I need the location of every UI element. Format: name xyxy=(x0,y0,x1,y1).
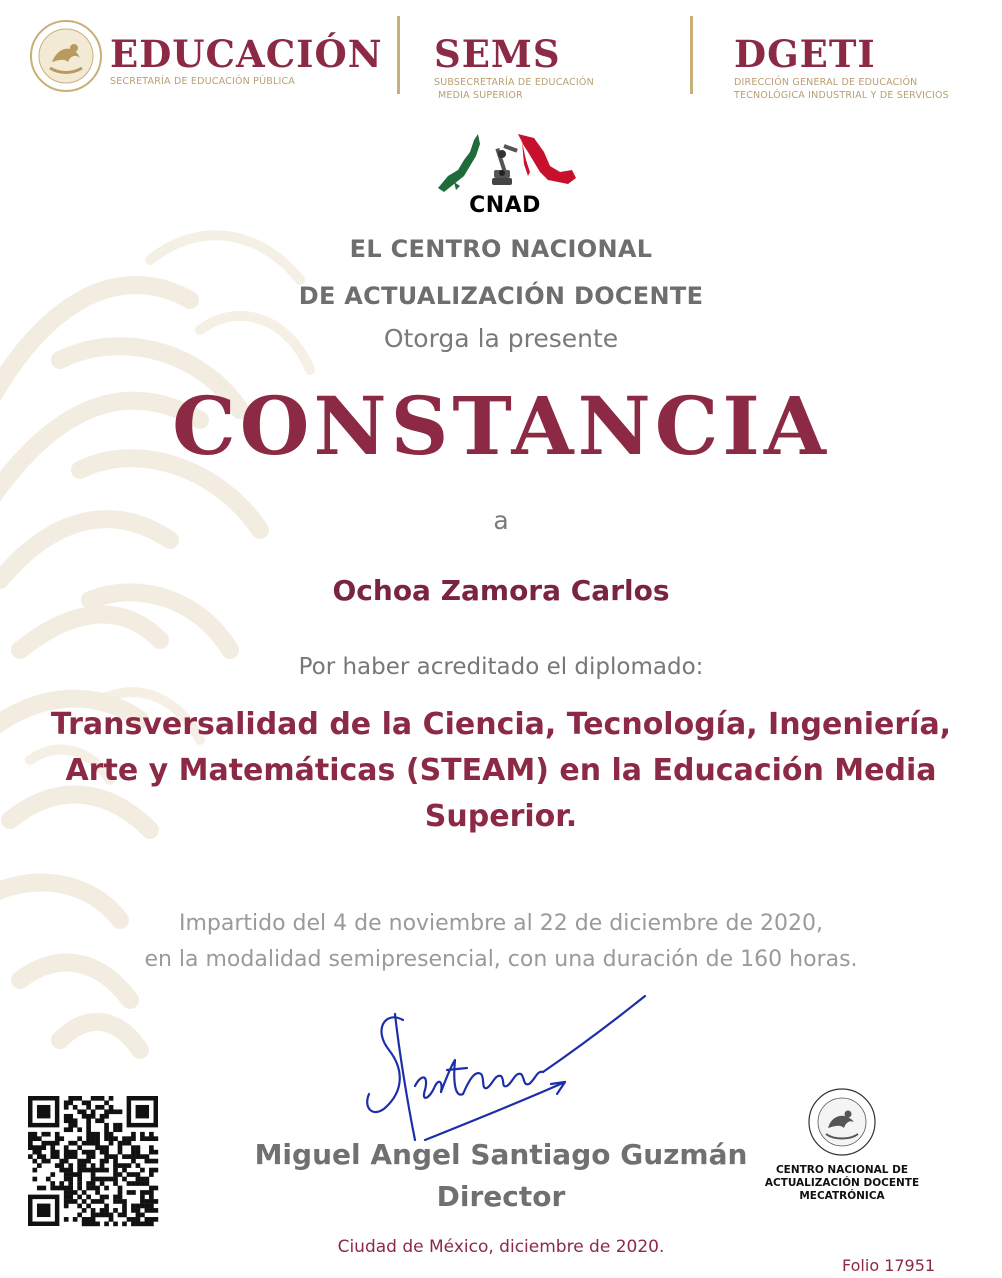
course-title xyxy=(40,702,962,840)
to-word: a xyxy=(493,506,509,535)
seal-caption-line-1: CENTRO NACIONAL DE xyxy=(775,1164,909,1176)
header-dgeti-subtitle-line2: TECNOLÓGICA INDUSTRIAL Y DE SERVICIOS xyxy=(734,90,949,101)
course-details-line-1: Impartido del 4 de noviembre al 22 de diciembre de 2020, xyxy=(178,911,824,936)
seal-caption-line-2: ACTUALIZACIÓN DOCENTE xyxy=(764,1177,920,1189)
grant-text: Otorga la presente xyxy=(383,324,619,353)
director-title: Director xyxy=(436,1180,566,1213)
course-title-line-2: Arte y Matemáticas (STEAM) en la Educación Media xyxy=(65,753,937,788)
header-divider xyxy=(397,16,400,94)
organization-line-2: DE ACTUALIZACIÓN DOCENTE xyxy=(298,282,704,310)
recipient-name: Ochoa Zamora Carlos xyxy=(332,574,670,607)
organization-name xyxy=(0,226,1002,320)
course-title-line-3: Superior. xyxy=(424,799,578,834)
reason-text: Por haber acreditado el diplomado: xyxy=(298,654,704,680)
header-educacion-title: EDUCACIÓN xyxy=(110,32,383,76)
header-sems-title: SEMS xyxy=(434,32,561,76)
cnad-logo-text: CNAD xyxy=(469,193,541,218)
qr-code-icon xyxy=(14,1082,172,1240)
qr-code[interactable] xyxy=(14,1082,172,1240)
director-name: Miguel Angel Santiago Guzmán xyxy=(254,1138,748,1171)
certificate-title: CONSTANCIA xyxy=(172,379,830,473)
course-details-line-2: en la modalidad semipresencial, con una duración de 160 horas. xyxy=(144,947,858,972)
director-signature xyxy=(355,990,655,1150)
seal-caption xyxy=(760,1164,924,1203)
header-sems-subtitle-line2: MEDIA SUPERIOR xyxy=(438,90,523,101)
official-seal-icon xyxy=(798,1084,886,1158)
header-divider xyxy=(690,16,693,94)
header-educacion-subtitle: SECRETARÍA DE EDUCACIÓN PÚBLICA xyxy=(110,76,295,87)
organization-line-1: EL CENTRO NACIONAL xyxy=(349,235,653,263)
national-emblem-icon xyxy=(28,18,104,94)
seal-caption-line-3: MECATRÓNICA xyxy=(799,1190,885,1202)
header-dgeti-title: DGETI xyxy=(734,32,876,76)
course-title-line-1: Transversalidad de la Ciencia, Tecnología, Ingeniería, xyxy=(50,707,952,742)
header-dgeti-subtitle-line1: DIRECCIÓN GENERAL DE EDUCACIÓN xyxy=(734,77,918,88)
city-date: Ciudad de México, diciembre de 2020. xyxy=(337,1237,665,1257)
folio-number: Folio 17951 xyxy=(842,1256,936,1275)
header-sems-subtitle-line1: SUBSECRETARÍA DE EDUCACIÓN xyxy=(434,77,594,88)
course-details xyxy=(0,906,1002,978)
